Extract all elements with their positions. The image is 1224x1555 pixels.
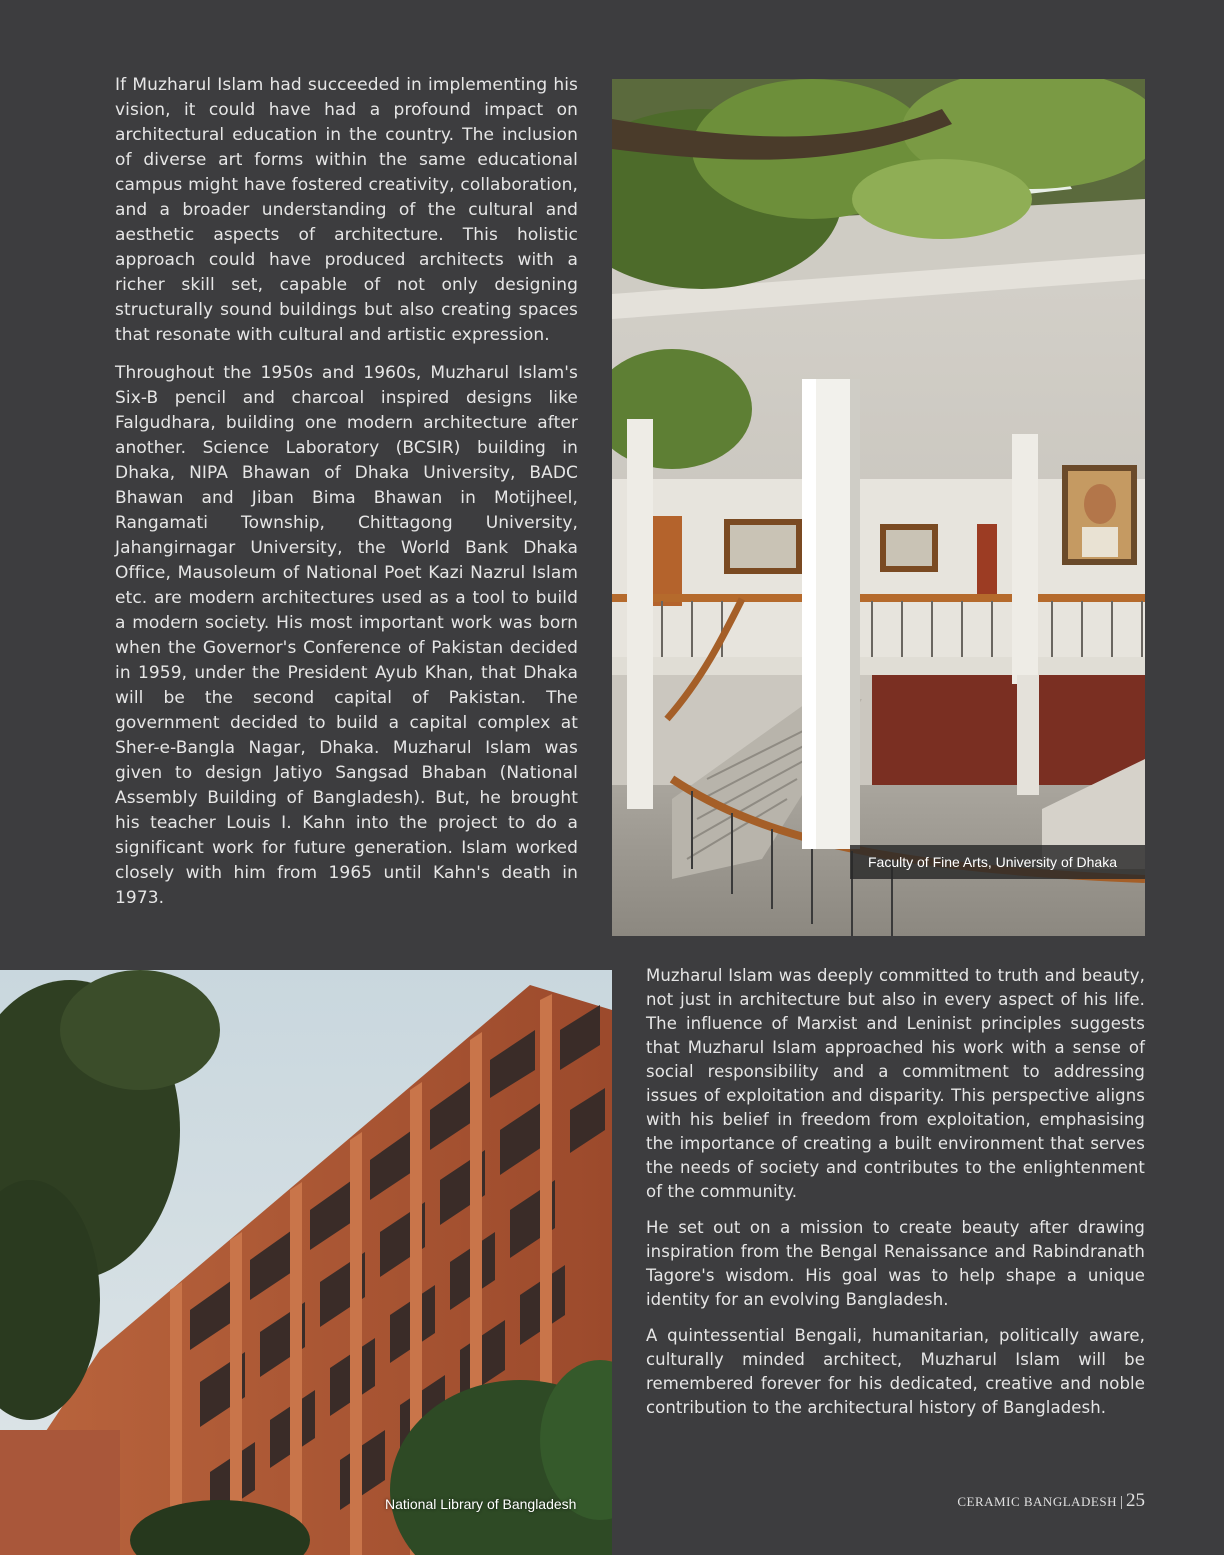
library-caption: National Library of Bangladesh: [385, 1496, 577, 1512]
paragraph: If Muzharul Islam had succeeded in implementing his vision, it could have had a profound impact on architectural education in the country. The inclusion of diverse art forms within the same educational campus might have fostered creativity, collaboration, and a broader understanding of the cultural and aesthetic aspects of architecture. This holistic approach could have produced architects with a richer skill set, capable of not only designing structurally sound buildings but also creating spaces that resonate with cultural and artistic expression.: [115, 75, 578, 345]
paragraph: A quintessential Bengali, humanitarian, politically aware, culturally minded architect, Muzharul Islam will be remembered forever for his dedicated, creative and noble contribution to the architectural history of Bangladesh.: [646, 1326, 1145, 1417]
fine-arts-illustration: [612, 79, 1145, 936]
page-footer: [957, 1490, 1145, 1512]
library-illustration: [0, 970, 612, 1555]
right-text-column: [646, 964, 1145, 1432]
page-number: 25: [1126, 1490, 1145, 1511]
footer-separator: |: [1119, 1494, 1123, 1510]
fine-arts-caption: Faculty of Fine Arts, University of Dhaka: [850, 845, 1145, 879]
paragraph: Throughout the 1950s and 1960s, Muzharul Islam's Six-B pencil and charcoal inspired designs like Falgudhara, building one modern architecture after another. Science Laboratory (BCSIR) building in Dhaka, NIPA Bhawan of Dhaka University, BADC Bhawan and Jiban Bima Bhawan in Motijheel, Rangamati Township, Chittagong University, Jahangirnagar University, the World Bank Dhaka Office, Mausoleum of National Poet Kazi Nazrul Islam etc. are modern architectures used as a tool to build a modern society. His most important work was born when the Governor's Conference of Pakistan decided in 1959, under the President Ayub Khan, that Dhaka will be the second capital of Pakistan. The government decided to build a capital complex at Sher-e-Bangla Nagar, Dhaka. Muzharul Islam was given to design Jatiyo Sangsad Bhaban (National Assembly Building of Bangladesh). But, he brought his teacher Louis I. Kahn into the project to do a significant work for future generation. Islam worked closely with him from 1965 until Kahn's death in 1973.: [115, 363, 578, 908]
fine-arts-photo: [612, 79, 1145, 936]
national-library-photo: [0, 970, 612, 1555]
left-text-column: [115, 73, 578, 924]
paragraph: Muzharul Islam was deeply committed to truth and beauty, not just in architecture but also in every aspect of his life. The influence of Marxist and Leninist principles suggests that Muzharul Islam approached his work with a sense of social responsibility and a commitment to addressing issues of exploitation and disparity. This perspective aligns with his belief in freedom from exploitation, emphasising the importance of creating a built environment that serves the needs of society and contributes to the enlightenment of the community.: [646, 966, 1145, 1201]
paragraph: He set out on a mission to create beauty after drawing inspiration from the Bengal Renaissance and Rabindranath Tagore's wisdom. His goal was to help shape a unique identity for an evolving Bangladesh.: [646, 1218, 1145, 1309]
magazine-name: CERAMIC BANGLADESH: [957, 1494, 1117, 1509]
